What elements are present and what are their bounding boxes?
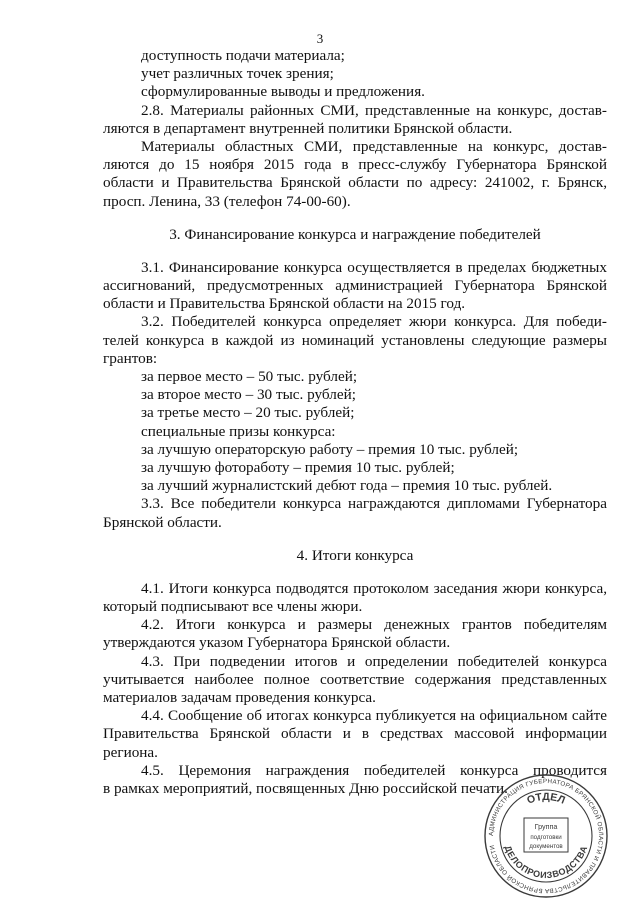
page-number: 3: [316, 31, 324, 46]
prize-item: за первое место – 50 тыс. рублей;: [141, 368, 358, 385]
paragraph-3-3-line: 3.3. Все победители конкурса награждаются дипломами Губернатора: [141, 495, 607, 513]
stamp-ring-text: АДМИНИСТРАЦИЯ ГУБЕРНАТОРА БРЯНСКОЙ ОБЛАСТИ И ПРАВИТЕЛЬСТВА БРЯНСКОЙ ОБЛАСТИ: [487, 777, 605, 895]
paragraph-4-2-line: 4.2. Итоги конкурса и размеры денежных грантов победителям: [141, 616, 607, 634]
paragraph-4-3-line: учитывается наиболее полное соответствие содержания представленных: [103, 670, 607, 688]
paragraph-4-5-line: в рамках мероприятий, посвященных Дню российской печати.: [103, 779, 508, 797]
list-item: сформулированные выводы и предложения.: [141, 83, 425, 101]
paragraph-3-2-line: грантов:: [103, 349, 158, 367]
paragraph-3-2-line: 3.2. Победителей конкурса определяет жюри конкурса. Для победи-: [141, 313, 607, 331]
paragraph-4-5-line: 4.5. Церемония награждения победителей конкурса проводится: [141, 761, 607, 779]
paragraph-3-1-line: 3.1. Финансирование конкурса осуществляется в пределах бюджетных: [141, 258, 607, 276]
paragraph-2-8-line: ляются в департамент внутренней политики Брянской области.: [103, 119, 513, 137]
paragraph-2-8-line: 2.8. Материалы районных СМИ, представленные на конкурс, достав-: [141, 101, 607, 119]
paragraph-regional-media-line: ляются до 15 ноября 2015 года в пресс-службу Губернатора Брянской: [103, 156, 607, 174]
paragraph-4-3-line: 4.3. При подведении итогов и определении победителей конкурса: [141, 652, 607, 670]
paragraph-3-1-line: ассигнований, предусмотренных администрацией Губернатора Брянской: [103, 277, 607, 295]
section-4-heading: 4. Итоги конкурса: [296, 546, 414, 564]
paragraph-regional-media-line: просп. Ленина, 33 (телефон 74-00-60).: [103, 192, 351, 210]
document-body: [103, 47, 607, 798]
paragraph-regional-media-line: области и Правительства Брянской области по адресу: 241002, г. Брянск,: [103, 174, 607, 192]
paragraph-4-4-line: Правительства Брянской области и в средствах массовой информации: [103, 725, 607, 743]
paragraph-4-4-line: региона.: [103, 743, 158, 761]
stamp-center-text: документов: [529, 843, 563, 850]
paragraph-regional-media-line: Материалы областных СМИ, представленные на конкурс, достав-: [141, 137, 607, 155]
prize-item: за лучшую фотоработу – премия 10 тыс. рублей;: [141, 458, 455, 476]
paragraph-4-1-line: 4.1. Итоги конкурса подводятся протоколом заседания жюри конкурса,: [141, 579, 607, 597]
paragraph-4-4-line: 4.4. Сообщение об итогах конкурса публикуется на официальном сайте: [141, 707, 607, 725]
stamp-center-text: подготовки: [530, 834, 562, 841]
paragraph-4-2-line: утверждаются указом Губернатора Брянской области.: [103, 634, 451, 652]
paragraph-4-1-line: который подписывают все члены жюри.: [103, 598, 363, 616]
prize-item: специальные призы конкурса:: [141, 422, 336, 440]
prize-item: за лучший журналистский дебют года – премия 10 тыс. рублей.: [141, 477, 553, 495]
paragraph-4-3-line: материалов задачам проведения конкурса.: [103, 689, 376, 706]
prize-item: за третье место – 20 тыс. рублей;: [141, 404, 355, 422]
section-3-heading: 3. Финансирование конкурса и награждение победителей: [169, 225, 541, 243]
stamp-center-text: Группа: [534, 822, 558, 831]
paragraph-3-3-line: Брянской области.: [103, 513, 222, 531]
prize-item: за второе место – 30 тыс. рублей;: [141, 386, 356, 404]
stamp-top-text: ОТДЕЛ: [525, 790, 567, 807]
list-item: учет различных точек зрения;: [141, 65, 334, 83]
paragraph-3-2-line: телей конкурса в каждой из номинаций установлены следующие размеры: [103, 331, 607, 349]
prize-item: за лучшую операторскую работу – премия 10 тыс. рублей;: [141, 440, 519, 458]
official-stamp: [483, 773, 609, 899]
paragraph-3-1-line: области и Правительства Брянской области на 2015 год.: [103, 295, 466, 313]
stamp-bottom-text: ДЕЛОПРОИЗВОДСТВА: [502, 844, 590, 881]
svg-text:ОТДЕЛ: [525, 791, 567, 807]
list-item: доступность подачи материала;: [141, 47, 345, 64]
